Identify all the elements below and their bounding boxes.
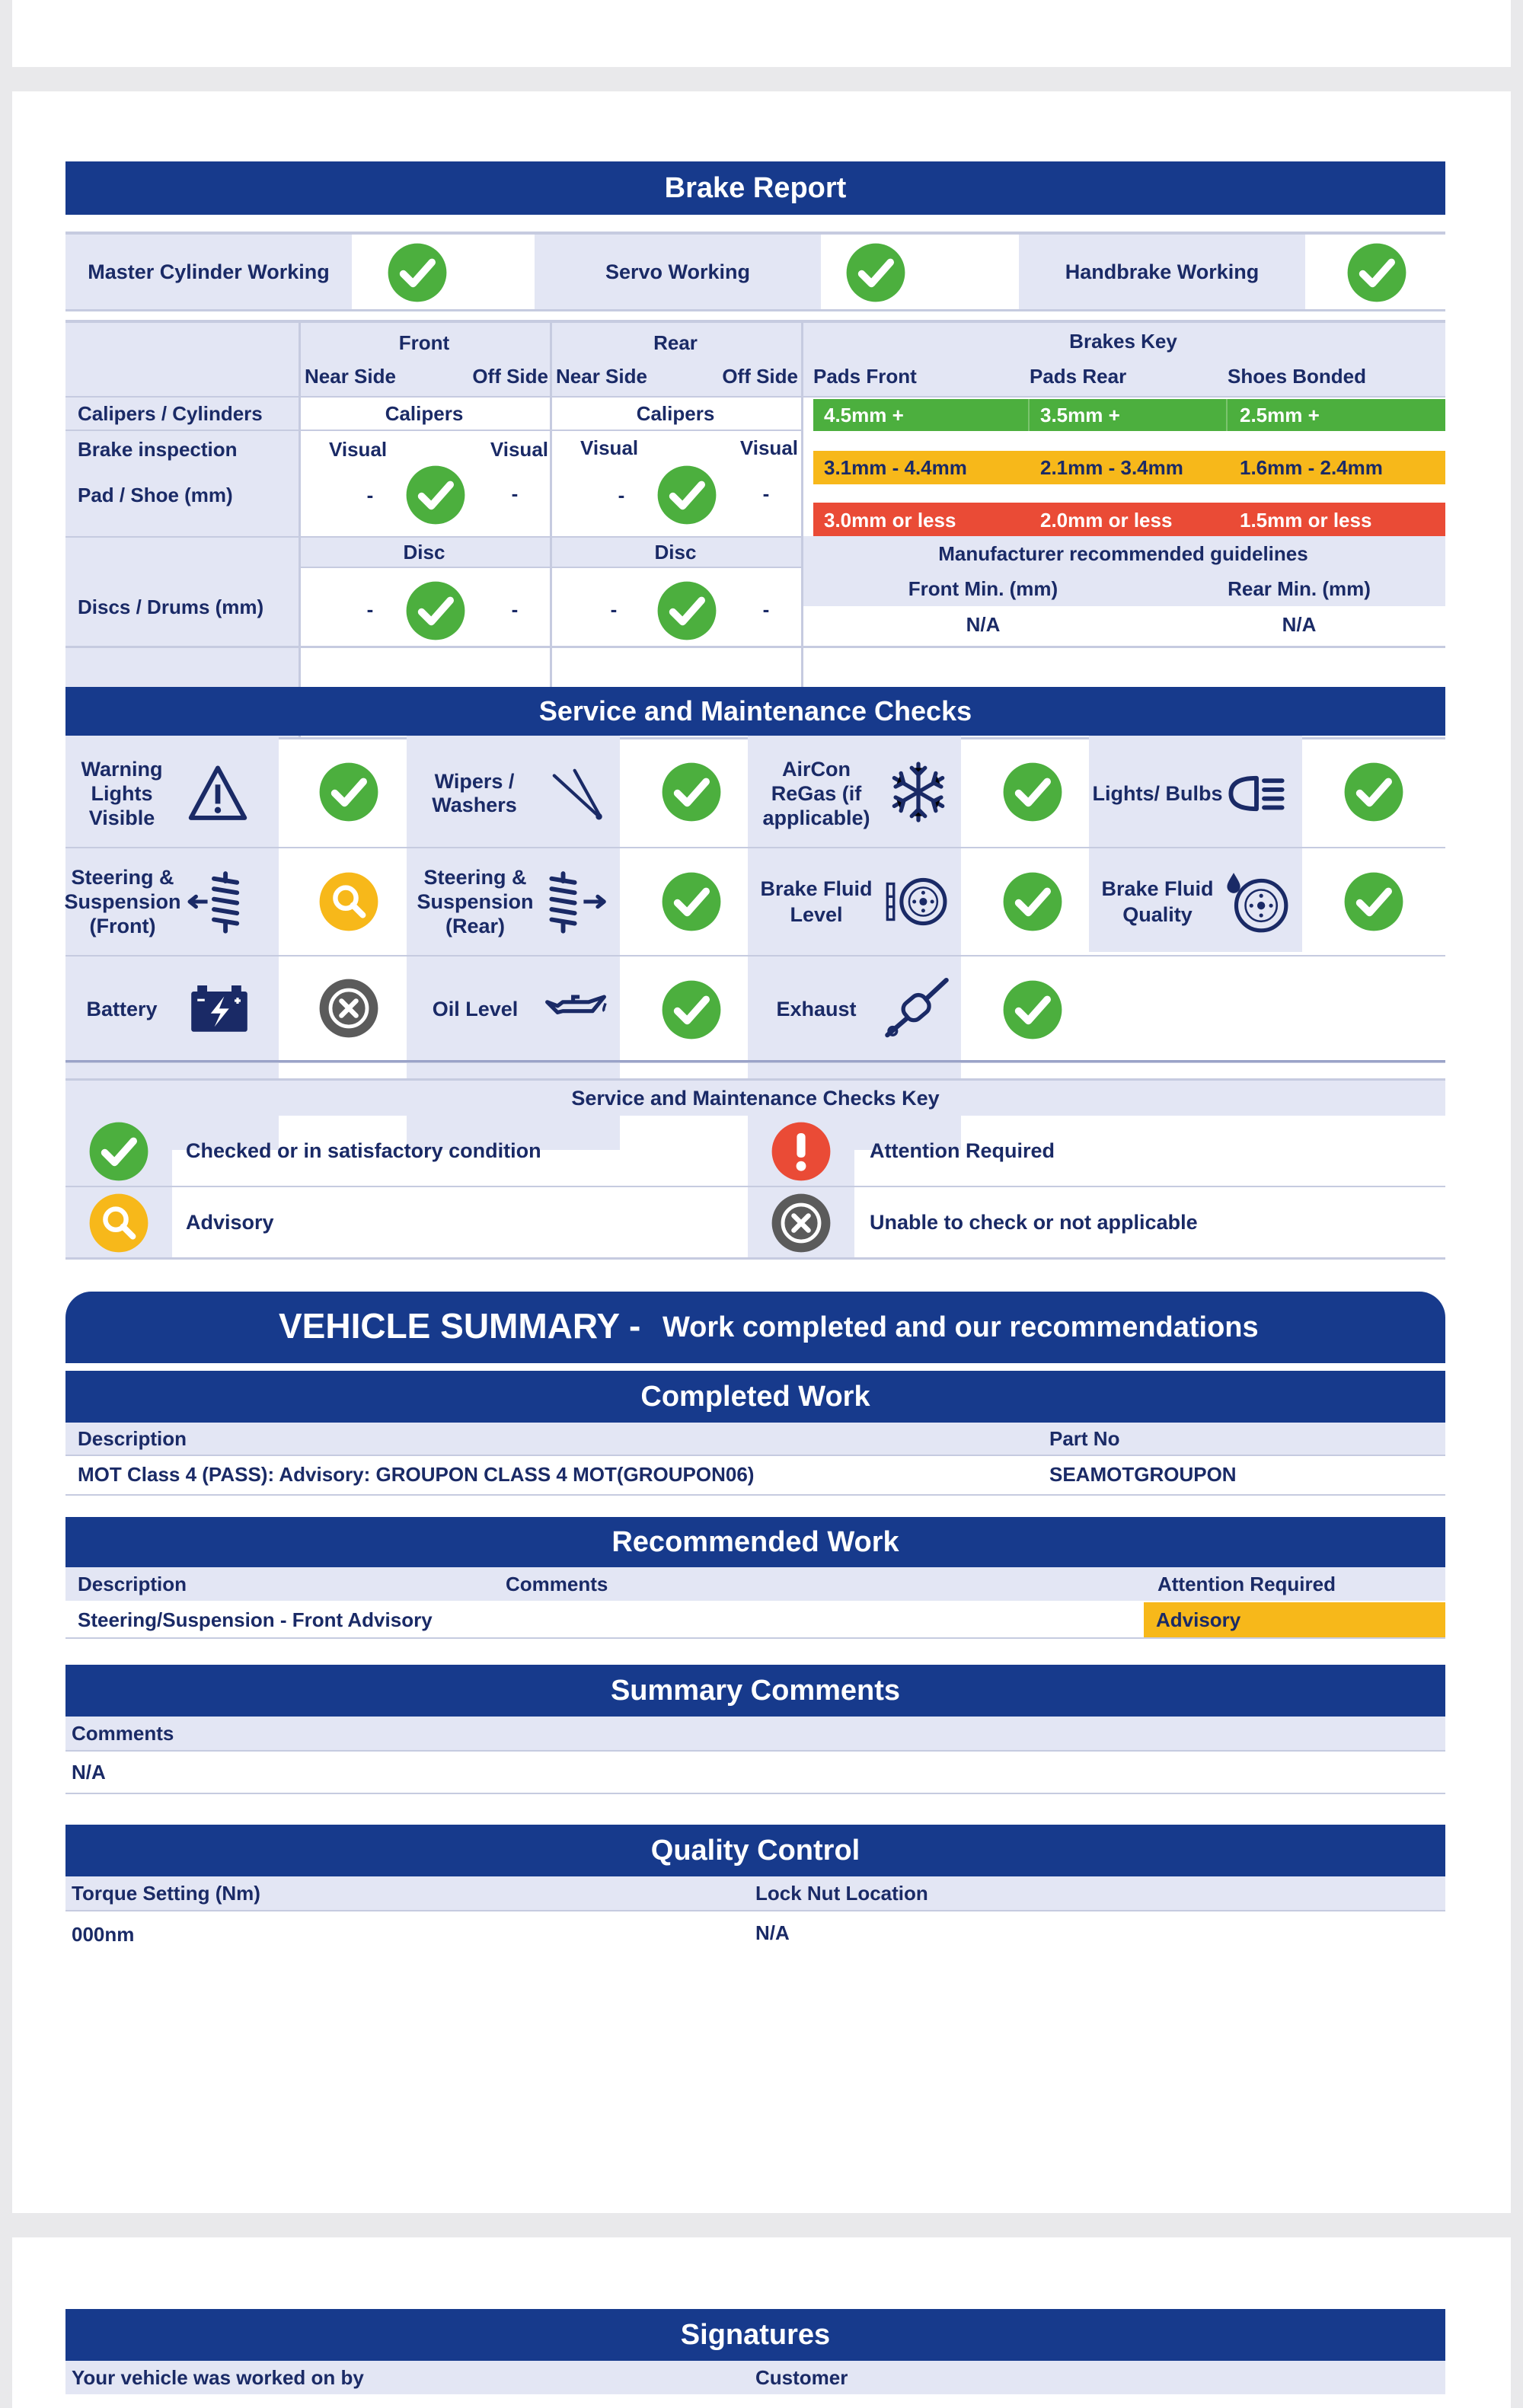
battery-icon <box>186 979 253 1040</box>
rear-pad-check-icon <box>656 465 717 525</box>
completed-work-title: Completed Work <box>640 1380 870 1413</box>
wiper-icon <box>545 762 609 826</box>
brakes-key-title: Brakes Key <box>1069 329 1177 353</box>
key-red-pads-front: 3.0mm or less <box>824 508 956 532</box>
battery-label: Battery <box>86 997 158 1020</box>
key-attention-label: Attention Required <box>870 1139 1055 1162</box>
snowflake-icon <box>885 758 952 826</box>
headlight-icon <box>1224 762 1288 826</box>
customer-label: Customer <box>755 2365 848 2389</box>
exhaust-label: Exhaust <box>776 997 857 1020</box>
key-advisory-label: Advisory <box>186 1210 274 1234</box>
brake-fluid-quality-status-check-icon <box>1343 871 1404 932</box>
front-off-visual: Visual <box>490 437 548 461</box>
completed-work-header <box>65 1371 1445 1423</box>
brake-fluid-level-icon <box>883 870 950 934</box>
key-checked-label: Checked or in satisfactory condition <box>186 1139 541 1162</box>
lights-bulbs-label: Lights/ Bulbs <box>1092 781 1223 805</box>
vehicle-summary-subtitle: Work completed and our recommendations <box>663 1311 1259 1343</box>
battery-status-unable-icon <box>318 978 379 1039</box>
steering-front-label: Steering & Suspension (Front) <box>64 866 181 937</box>
master-cylinder-label: Master Cylinder Working <box>88 260 330 283</box>
rear-min-value: N/A <box>1282 612 1317 636</box>
worked-on-by-label: Your vehicle was worked on by <box>72 2365 364 2389</box>
calipers-cylinders-label: Calipers / Cylinders <box>78 401 263 425</box>
key-advisory-icon <box>88 1193 149 1254</box>
service-key-title-bar <box>65 1081 1445 1116</box>
rear-near-side: Near Side <box>556 364 647 388</box>
front-disc-heading: Disc <box>403 540 445 564</box>
front-pad-off-dash: - <box>511 481 519 505</box>
manufacturer-guidelines-title: Manufacturer recommended guidelines <box>938 541 1308 565</box>
key-unable-label: Unable to check or not applicable <box>870 1210 1198 1234</box>
completed-row-description: MOT Class 4 (PASS): Advisory: GROUPON CLASS 4 MOT(GROUPON06) <box>78 1462 755 1486</box>
rear-pad-near-dash: - <box>618 483 625 506</box>
warning-lights-label: Warning Lights Visible <box>81 758 163 829</box>
servo-label: Servo Working <box>605 260 751 283</box>
rear-spring-icon <box>545 868 609 935</box>
key-col-shoes-bonded: Shoes Bonded <box>1228 364 1367 388</box>
handbrake-label: Handbrake Working <box>1065 260 1260 283</box>
recommended-work-title: Recommended Work <box>611 1525 899 1558</box>
servo-check-icon <box>845 242 906 303</box>
torque-setting-label: Torque Setting (Nm) <box>72 1881 260 1905</box>
summary-comments-title: Summary Comments <box>610 1674 901 1707</box>
discs-drums-label: Discs / Drums (mm) <box>78 595 264 618</box>
signatures-header <box>65 2309 1445 2361</box>
quality-control-title: Quality Control <box>650 1834 860 1867</box>
brake-inspection-label: Brake inspection <box>78 437 238 461</box>
key-red-pads-rear: 2.0mm or less <box>1040 508 1173 532</box>
recommended-col-attention: Attention Required <box>1157 1572 1336 1595</box>
steering-rear-label: Steering & Suspension (Rear) <box>417 866 534 937</box>
oil-can-icon <box>542 984 609 1036</box>
brake-report-header <box>65 161 1445 215</box>
key-col-pads-front: Pads Front <box>813 364 917 388</box>
key-amber-shoes: 1.6mm - 2.4mm <box>1240 455 1383 479</box>
front-pad-near-dash: - <box>366 483 374 506</box>
front-min-value: N/A <box>966 612 1001 636</box>
completed-col-description: Description <box>78 1426 187 1450</box>
front-min-label: Front Min. (mm) <box>908 576 1058 600</box>
key-amber-pads-front: 3.1mm - 4.4mm <box>824 455 967 479</box>
service-checks-header <box>65 687 1445 736</box>
handbrake-check-icon <box>1346 242 1407 303</box>
steering-rear-status-check-icon <box>661 871 722 932</box>
lights-status-check-icon <box>1343 762 1404 822</box>
service-checks-title: Service and Maintenance Checks <box>538 695 972 727</box>
front-disc-off-dash: - <box>511 597 519 621</box>
summary-comments-header <box>65 1665 1445 1717</box>
oil-level-label: Oil Level <box>432 997 519 1020</box>
vehicle-summary-banner <box>65 1292 1445 1363</box>
key-unable-icon <box>771 1193 832 1254</box>
rear-disc-off-dash: - <box>762 597 770 621</box>
key-green-shoes: 2.5mm + <box>1240 403 1320 426</box>
wipers-status-check-icon <box>661 762 722 822</box>
brake-fluid-quality-label: Brake Fluid Quality <box>1101 877 1214 926</box>
front-disc-near-dash: - <box>366 597 374 621</box>
recommended-work-header <box>65 1517 1445 1567</box>
recommended-col-description: Description <box>78 1572 187 1595</box>
key-checked-icon <box>88 1121 149 1182</box>
key-col-pads-rear: Pads Rear <box>1030 364 1127 388</box>
front-off-side: Off Side <box>472 364 548 388</box>
service-key-title: Service and Maintenance Checks Key <box>571 1086 940 1110</box>
front-pad-check-icon <box>405 465 466 525</box>
exhaust-status-check-icon <box>1002 979 1063 1040</box>
front-spring-icon <box>186 868 250 935</box>
front-near-side: Near Side <box>305 364 396 388</box>
torque-setting-value: 000nm <box>72 1922 135 1946</box>
pad-shoe-label: Pad / Shoe (mm) <box>78 483 233 506</box>
front-near-visual: Visual <box>329 437 388 461</box>
front-heading: Front <box>398 331 450 354</box>
key-red-shoes: 1.5mm or less <box>1240 508 1372 532</box>
oil-level-status-check-icon <box>661 979 722 1040</box>
report-page-card <box>12 91 1511 2213</box>
brake-fluid-level-status-check-icon <box>1002 871 1063 932</box>
rear-near-visual: Visual <box>580 436 639 459</box>
rear-disc-check-icon <box>656 580 717 641</box>
recommended-col-comments: Comments <box>506 1572 608 1595</box>
lock-nut-value: N/A <box>755 1921 790 1944</box>
rear-disc-heading: Disc <box>654 540 697 564</box>
signatures-title: Signatures <box>680 2318 831 2351</box>
rear-calipers: Calipers <box>636 401 715 425</box>
front-disc-check-icon <box>405 580 466 641</box>
rear-min-label: Rear Min. (mm) <box>1228 576 1371 600</box>
master-cylinder-check-icon <box>387 242 448 303</box>
completed-col-part: Part No <box>1049 1426 1120 1450</box>
front-calipers: Calipers <box>385 401 464 425</box>
top-page-card <box>12 0 1511 67</box>
key-amber-pads-rear: 2.1mm - 3.4mm <box>1040 455 1183 479</box>
wipers-washers-label: Wipers / Washers <box>432 770 517 816</box>
key-attention-icon <box>771 1121 832 1182</box>
summary-comments-value: N/A <box>72 1760 106 1784</box>
rear-off-visual: Visual <box>739 436 798 459</box>
rear-disc-near-dash: - <box>610 597 618 621</box>
summary-comments-label: Comments <box>72 1721 174 1745</box>
recommended-row-description: Steering/Suspension - Front Advisory <box>78 1608 433 1631</box>
steering-front-status-advisory-icon <box>318 871 379 932</box>
rear-pad-off-dash: - <box>762 481 770 505</box>
warning-lights-status-check-icon <box>318 762 379 822</box>
rear-heading: Rear <box>653 331 698 354</box>
signatures-page-card <box>12 2237 1511 2408</box>
aircon-status-check-icon <box>1002 762 1063 822</box>
vehicle-summary-title: VEHICLE SUMMARY - <box>279 1306 641 1346</box>
brake-fluid-level-label: Brake Fluid Level <box>760 877 873 926</box>
exhaust-icon <box>883 975 950 1042</box>
key-green-pads-rear: 3.5mm + <box>1040 403 1120 426</box>
brake-report-title: Brake Report <box>664 171 847 204</box>
completed-row-part: SEAMOTGROUPON <box>1049 1462 1237 1486</box>
key-green-pads-front: 4.5mm + <box>824 403 904 426</box>
warning-triangle-icon <box>186 762 250 826</box>
quality-control-header <box>65 1825 1445 1876</box>
recommended-row-comments <box>506 1602 1115 1637</box>
aircon-label: AirCon ReGas (if applicable) <box>762 758 870 829</box>
brake-fluid-quality-icon <box>1224 868 1290 935</box>
recommended-row-attention: Advisory <box>1156 1608 1241 1631</box>
lock-nut-label: Lock Nut Location <box>755 1881 928 1905</box>
rear-off-side: Off Side <box>722 364 798 388</box>
